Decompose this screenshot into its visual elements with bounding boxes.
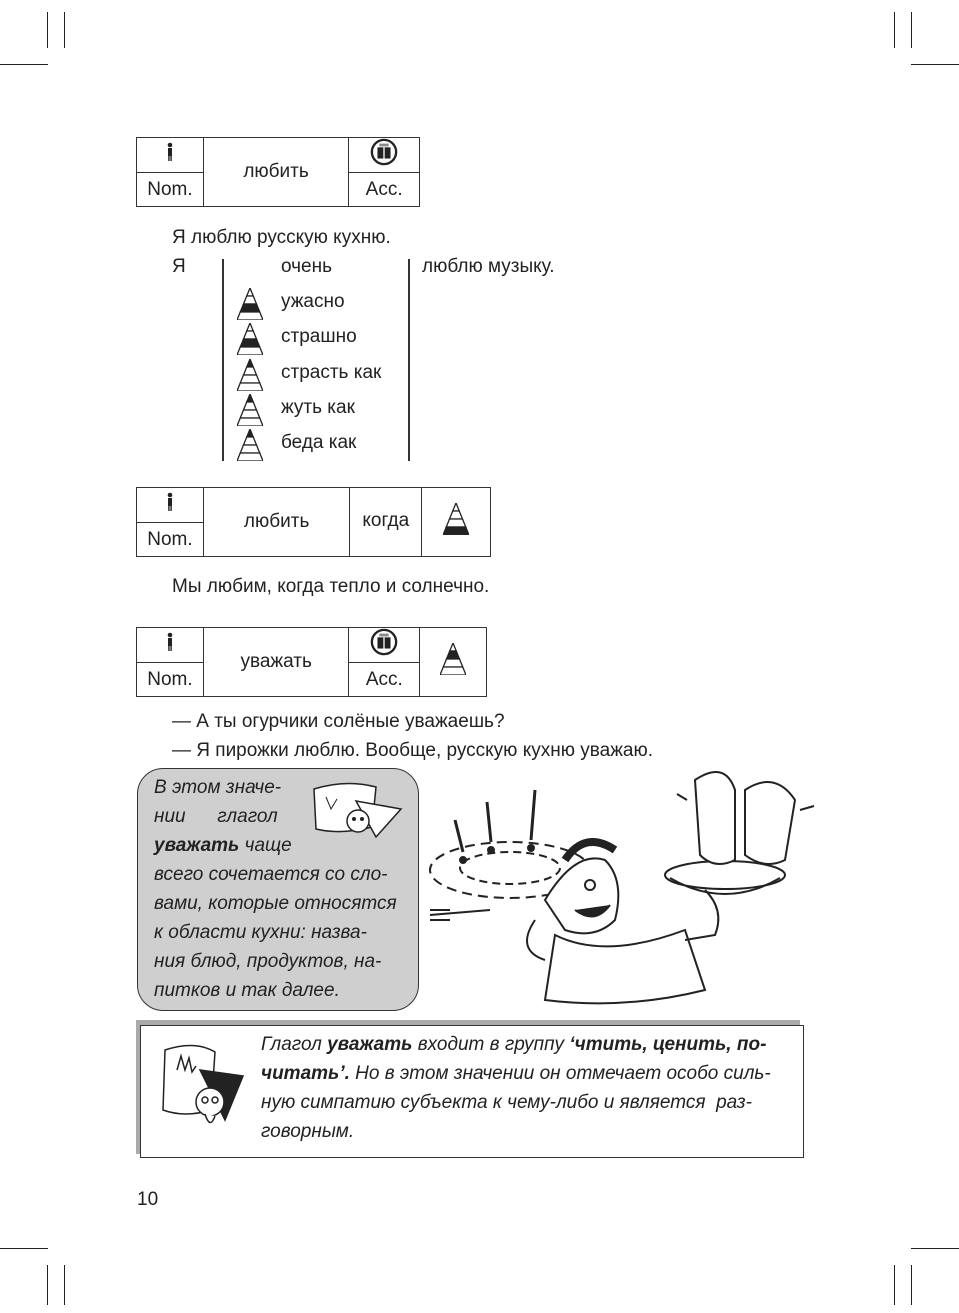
box-line: всего сочетается со сло- <box>154 864 388 885</box>
box-line: к области кухни: назва- <box>154 922 367 943</box>
box-line: В этом значе- <box>154 777 282 798</box>
bold-synonyms: ‘чтить, ценить, по- <box>569 1034 767 1055</box>
case-label: Acc. <box>349 663 420 697</box>
intensity-adverb: очень <box>281 256 333 277</box>
case-label: Nom. <box>137 173 204 207</box>
box-line: чаще <box>244 835 292 856</box>
case-label: Acc. <box>349 173 420 207</box>
box-line: питков и так далее. <box>154 980 340 1001</box>
note-text: ную симпатию субъекта к чему-либо и является раз- <box>261 1092 752 1113</box>
pattern-table-2 <box>136 487 491 557</box>
chef-cartoon-illustration <box>425 760 835 1010</box>
pattern-table-3 <box>136 627 487 697</box>
intensity-pyramid-icon <box>237 429 263 461</box>
person-icon <box>165 142 175 162</box>
verb-label: любить <box>203 138 348 207</box>
intensity-adverb: беда как <box>281 432 357 453</box>
box-line: ния блюд, продуктов, на- <box>154 951 382 972</box>
note-text: Но в этом значении он отмечает особо силь- <box>349 1063 771 1084</box>
verb-label: уважать <box>203 628 349 697</box>
verb-label: любить <box>203 488 350 557</box>
dialogue-line: — А ты огурчики солёные уважаешь? <box>172 711 505 732</box>
person-icon <box>165 632 175 652</box>
note-box <box>140 1025 804 1158</box>
intensity-pyramid-icon <box>237 394 263 426</box>
intensity-adverb: страшно <box>281 326 357 348</box>
dialogue-line: — Я пирожки люблю. Вообще, русскую кухню уважаю. <box>172 740 654 761</box>
professor-cartoon-icon <box>306 777 406 845</box>
grey-info-box <box>137 768 419 1011</box>
predicate: люблю музыку. <box>422 256 555 277</box>
intensity-adverb: жуть как <box>281 396 355 418</box>
bold-verb: уважать <box>154 835 240 856</box>
gift-object-icon <box>370 138 398 166</box>
note-text: говорным. <box>261 1121 355 1142</box>
person-icon <box>165 492 175 512</box>
intensity-pyramid-icon <box>237 288 263 320</box>
box-line: нии глагол <box>154 806 278 827</box>
intensity-pyramid-icon <box>237 359 263 391</box>
intensity-pyramid-icon <box>443 503 469 535</box>
bold-synonyms: читать’. <box>261 1063 350 1084</box>
example-sentence: Я люблю русскую кухню. <box>172 227 391 248</box>
box-line: вами, которые относятся <box>154 893 397 914</box>
note-text: Глагол <box>261 1034 328 1055</box>
intensity-adverb: ужасно <box>281 291 345 313</box>
case-label: Nom. <box>137 523 204 557</box>
page-number: 10 <box>137 1189 159 1210</box>
subject-word: Я <box>172 256 186 277</box>
note-text: входит в группу <box>412 1034 570 1055</box>
intensity-adverb: страсть как <box>281 361 382 383</box>
case-label: Nom. <box>137 663 204 697</box>
gift-object-icon <box>370 628 398 656</box>
professor-with-scroll-icon <box>155 1040 245 1140</box>
example-sentence: Мы любим, когда тепло и солнечно. <box>172 576 490 597</box>
intensity-pyramid-icon <box>237 323 263 355</box>
pattern-table-1 <box>136 137 420 207</box>
conjunction-label: когда <box>350 488 422 557</box>
intensity-pyramid-icon <box>440 643 466 675</box>
bold-verb: уважать <box>327 1034 413 1055</box>
